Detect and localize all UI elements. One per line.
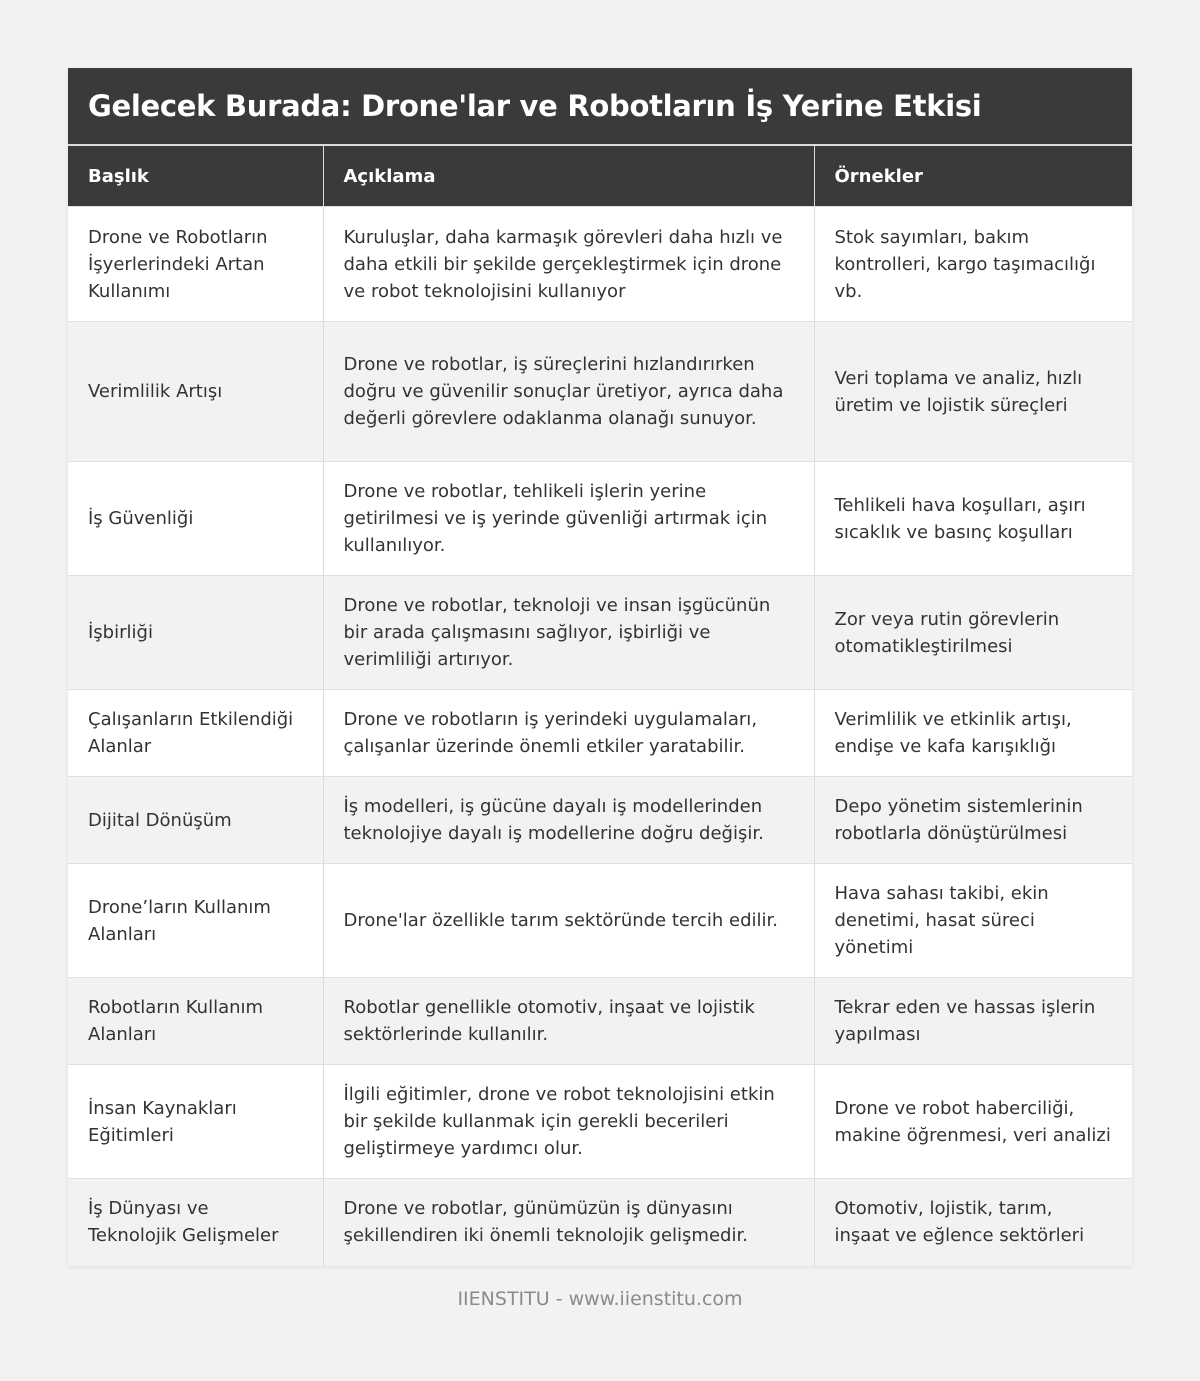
table-row (68, 322, 1132, 462)
footer-credit: IIENSTITU - www.iienstitu.com (457, 1288, 743, 1310)
cell-description: Drone ve robotlar, tehlikeli işlerin yerine getirilmesi ve iş yerinde güvenliği artırmak için kullanılıyor. (323, 462, 814, 576)
cell-title: Drone’ların Kullanım Alanları (68, 864, 323, 978)
cell-title: Drone ve Robotların İşyerlerindeki Artan Kullanımı (68, 207, 323, 322)
cell-examples: Tehlikeli hava koşulları, aşırı sıcaklık ve basınç koşulları (814, 462, 1132, 576)
cell-examples: Stok sayımları, bakım kontrolleri, kargo taşımacılığı vb. (814, 207, 1132, 322)
cell-examples: Verimlilik ve etkinlik artışı, endişe ve kafa karışıklığı (814, 690, 1132, 777)
cell-title: Verimlilik Artışı (68, 322, 323, 462)
cell-examples: Hava sahası takibi, ekin denetimi, hasat süreci yönetimi (814, 864, 1132, 978)
table-row (68, 576, 1132, 690)
table-row (68, 1179, 1132, 1266)
header-cell-baslik: Başlık (68, 145, 323, 207)
title-bar (68, 68, 1132, 144)
cell-title: İşbirliği (68, 576, 323, 690)
cell-description: İlgili eğitimler, drone ve robot teknolojisini etkin bir şekilde kullanmak için gerekli becerileri geliştirmeye yardımcı olur. (323, 1065, 814, 1179)
cell-examples: Drone ve robot haberciliği, makine öğrenmesi, veri analizi (814, 1065, 1132, 1179)
header-row (68, 145, 1132, 207)
cell-examples: Tekrar eden ve hassas işlerin yapılması (814, 978, 1132, 1065)
table-row (68, 207, 1132, 322)
table-row (68, 462, 1132, 576)
table-row (68, 978, 1132, 1065)
cell-title: İş Dünyası ve Teknolojik Gelişmeler (68, 1179, 323, 1266)
cell-description: Drone ve robotların iş yerindeki uygulamaları, çalışanlar üzerinde önemli etkiler yaratabilir. (323, 690, 814, 777)
table-row (68, 777, 1132, 864)
cell-examples: Depo yönetim sistemlerinin robotlarla dönüştürülmesi (814, 777, 1132, 864)
header-cell-aciklama: Açıklama (323, 145, 814, 207)
table-row (68, 864, 1132, 978)
table-row (68, 690, 1132, 777)
cell-description: Robotlar genellikle otomotiv, inşaat ve lojistik sektörlerinde kullanılır. (323, 978, 814, 1065)
cell-description: İş modelleri, iş gücüne dayalı iş modellerinden teknolojiye dayalı iş modellerine doğru değişir. (323, 777, 814, 864)
cell-examples: Otomotiv, lojistik, tarım, inşaat ve eğlence sektörleri (814, 1179, 1132, 1266)
cell-title: Çalışanların Etkilendiği Alanlar (68, 690, 323, 777)
cell-examples: Veri toplama ve analiz, hızlı üretim ve lojistik süreçleri (814, 322, 1132, 462)
cell-description: Kuruluşlar, daha karmaşık görevleri daha hızlı ve daha etkili bir şekilde gerçekleştirmek için drone ve robot teknolojisini kullanıyor (323, 207, 814, 322)
table-row (68, 1065, 1132, 1179)
cell-title: Dijital Dönüşüm (68, 777, 323, 864)
cell-description: Drone'lar özellikle tarım sektöründe tercih edilir. (323, 864, 814, 978)
header-cell-ornekler: Örnekler (814, 145, 1132, 207)
cell-description: Drone ve robotlar, günümüzün iş dünyasını şekillendiren iki önemli teknolojik gelişmedir. (323, 1179, 814, 1266)
cell-description: Drone ve robotlar, teknoloji ve insan işgücünün bir arada çalışmasını sağlıyor, işbirliği ve verimliliği artırıyor. (323, 576, 814, 690)
cell-description: Drone ve robotlar, iş süreçlerini hızlandırırken doğru ve güvenilir sonuçlar üretiyor, ayrıca daha değerli görevlere odaklanma olanağı sunuyor. (323, 322, 814, 462)
cell-examples: Zor veya rutin görevlerin otomatikleştirilmesi (814, 576, 1132, 690)
page-title: Gelecek Burada: Drone'lar ve Robotların İş Yerine Etkisi (88, 89, 982, 123)
cell-title: İş Güvenliği (68, 462, 323, 576)
data-table (68, 144, 1132, 1266)
cell-title: İnsan Kaynakları Eğitimleri (68, 1065, 323, 1179)
cell-title: Robotların Kullanım Alanları (68, 978, 323, 1065)
table-card (68, 68, 1132, 1266)
